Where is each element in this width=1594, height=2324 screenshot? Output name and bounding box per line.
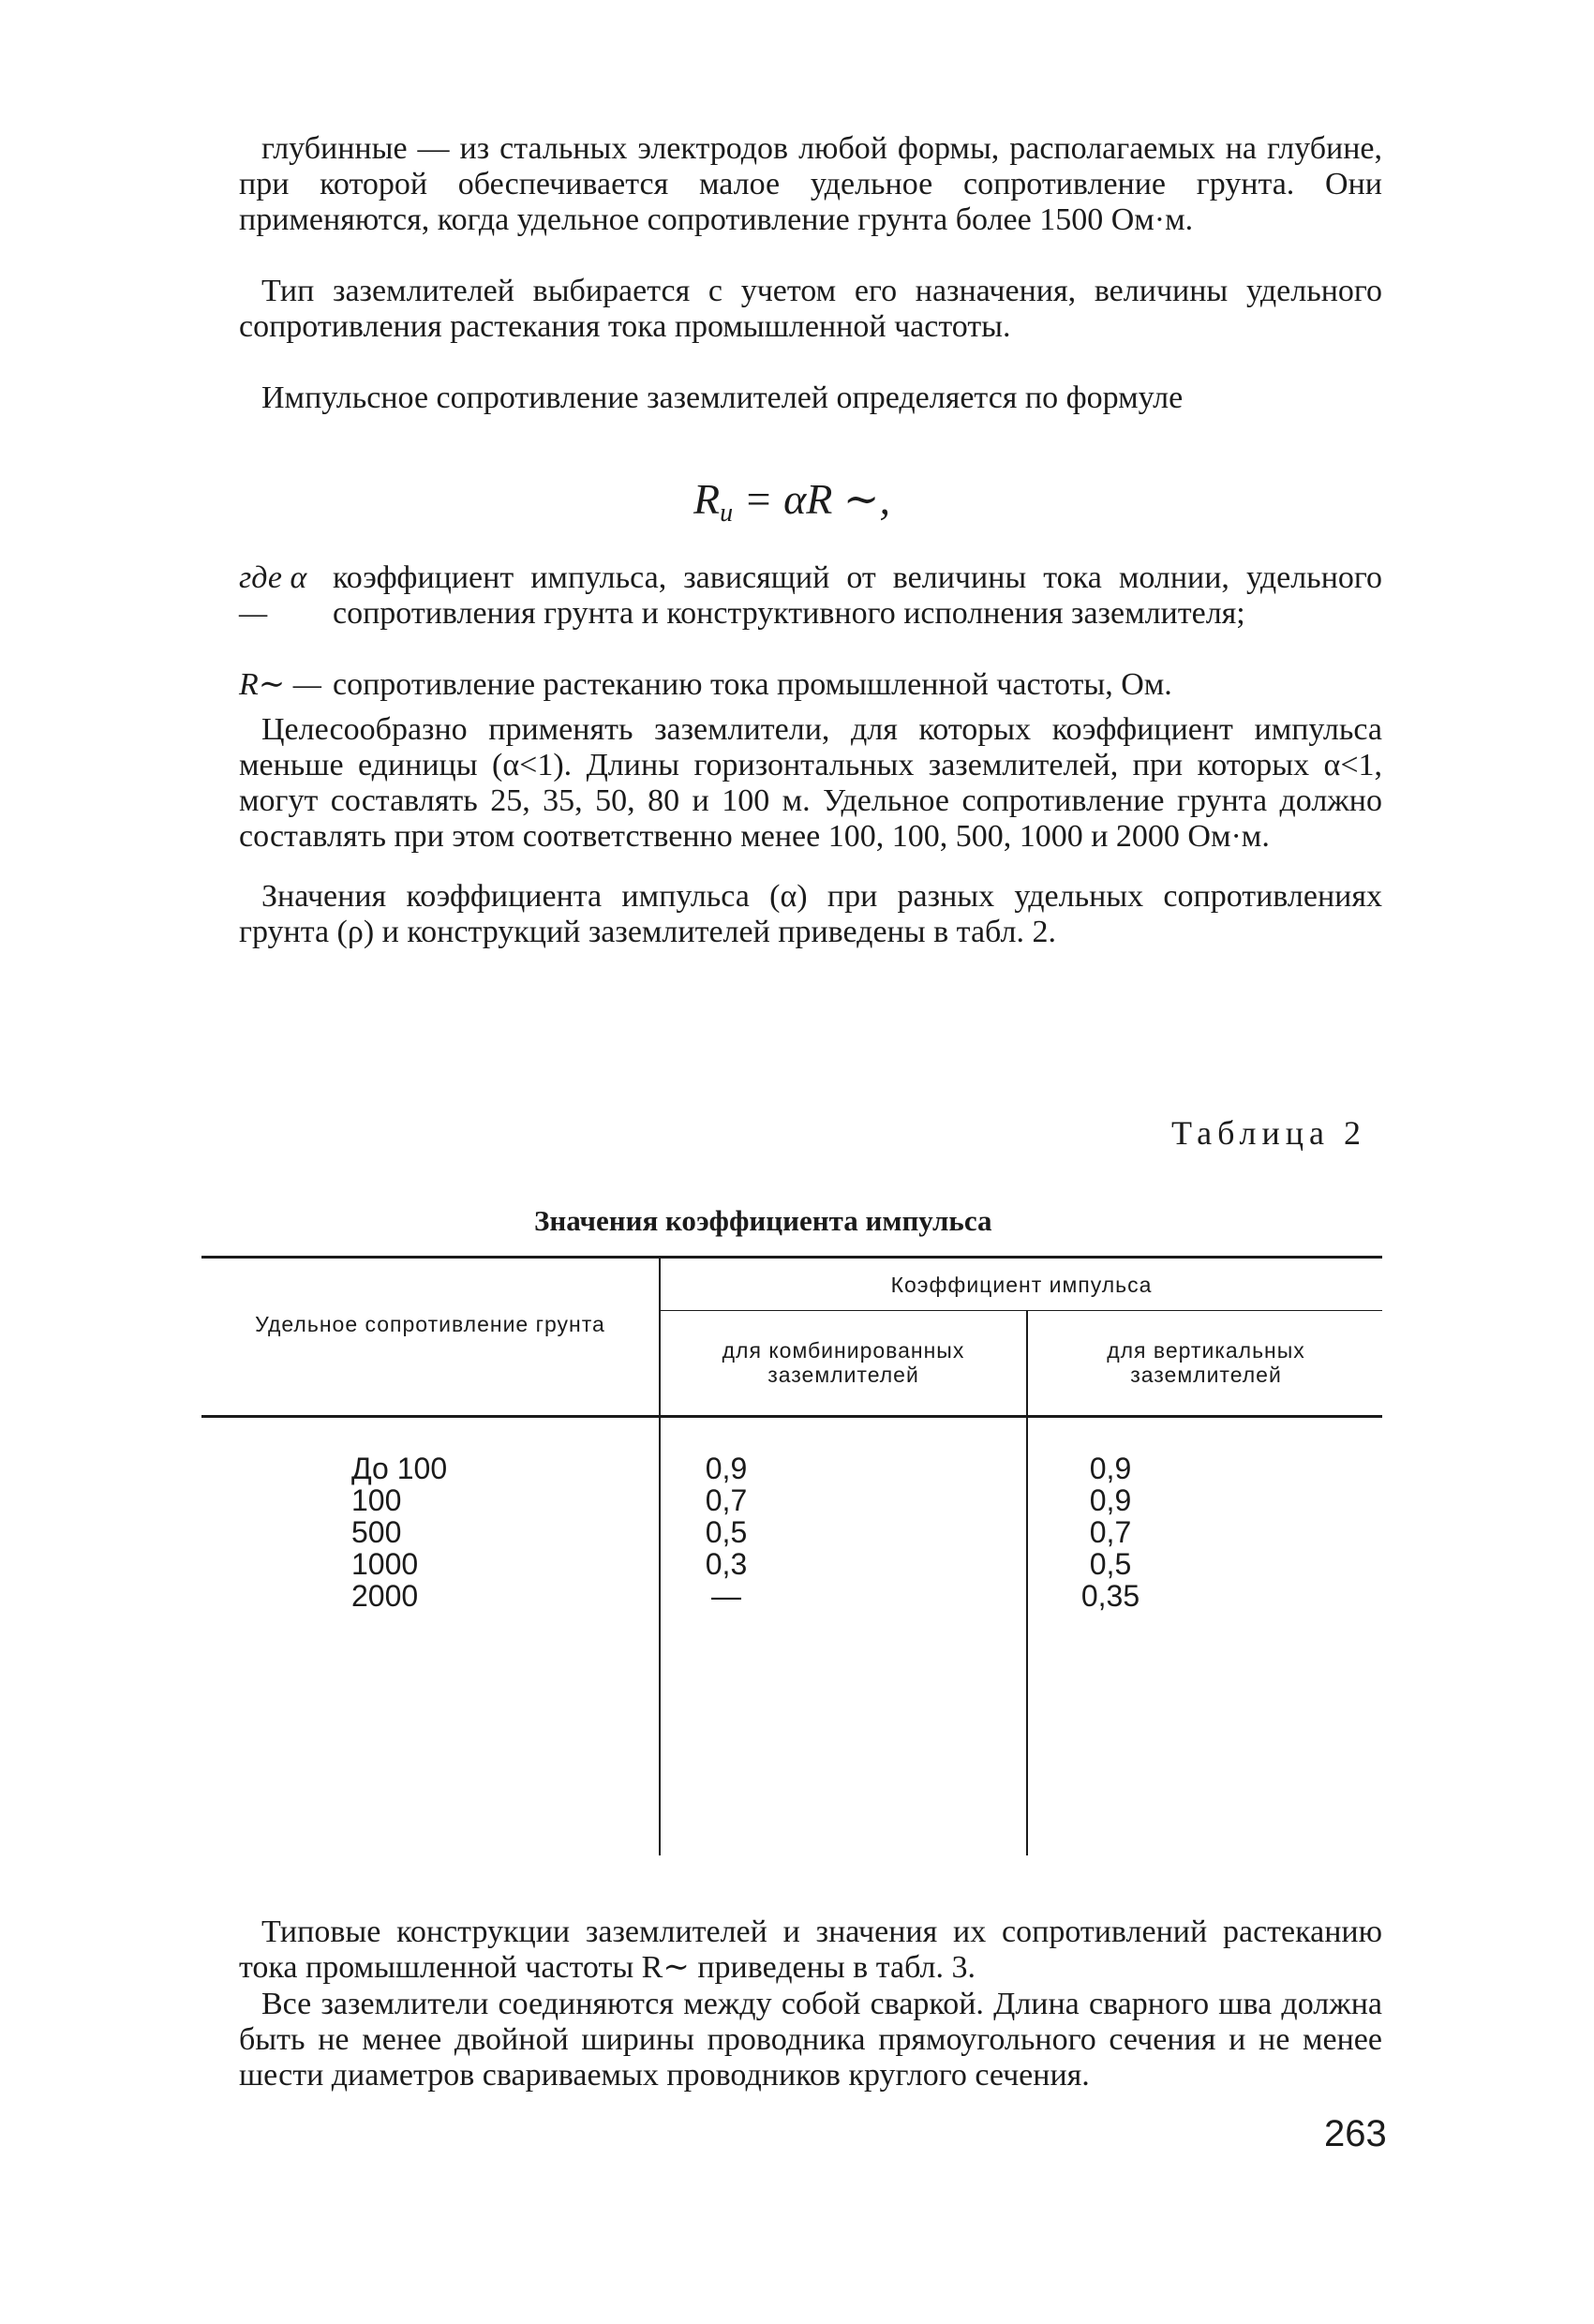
column-combined	[595, 1452, 857, 1612]
table-cell: 0,7	[1089, 1515, 1132, 1549]
table-label: Таблица 2	[1171, 1114, 1366, 1152]
where-r-term: R∼ —	[239, 667, 321, 702]
table-cell: 0,35	[1080, 1579, 1140, 1613]
header-vertical-electrodes: для вертикальных заземлителей	[1107, 1338, 1305, 1387]
page-number: 263	[1324, 2113, 1387, 2154]
footer-text	[239, 1914, 1382, 1986]
paragraph-typical-designs: Типовые конструкции заземлителей и значения их сопротивлений растеканию тока промышленной частоты R∼ приведены в табл. 3.	[239, 1914, 1382, 1985]
intro-text-3	[239, 380, 1382, 416]
intro-text	[239, 131, 1382, 238]
table-cell: 2000	[351, 1579, 419, 1613]
impulse-resistance-formula	[693, 473, 890, 529]
where-alpha	[239, 560, 1382, 667]
where-alpha-term: где α —	[239, 560, 307, 631]
table-header-rule	[201, 1415, 1382, 1418]
paragraph-impulse-resistance: Импульсное сопротивление заземлителей определяется по формуле	[261, 380, 1184, 415]
table-cell: —	[711, 1579, 741, 1613]
paragraph-electrode-type: Тип заземлителей выбирается с учетом его назначения, величины удельного сопротивления растекания тока промышленной частоты.	[239, 274, 1382, 344]
table-cell: 0,3	[705, 1547, 748, 1581]
table-group-rule	[661, 1310, 1382, 1311]
table-cell: 0,5	[705, 1515, 748, 1549]
header-combined-electrodes: для комбинированных заземлителей	[722, 1338, 965, 1387]
where-alpha-description: коэффициент импульса, зависящий от величины тока молнии, удельного сопротивления грунта и конструктивного исполнения заземлителя;	[333, 560, 1382, 631]
table-title: Значения коэффициента импульса	[534, 1204, 992, 1237]
formula-rhs: = αR ∼,	[733, 475, 890, 523]
column-vertical	[970, 1452, 1251, 1612]
table-cell: 0,9	[1089, 1452, 1132, 1485]
table-cell: 0,7	[705, 1483, 748, 1517]
table-cell: 100	[351, 1483, 402, 1517]
intro-text-2	[239, 274, 1382, 345]
header-soil-resistance: Удельное сопротивление грунта	[255, 1312, 605, 1336]
table-cell: 1000	[351, 1547, 419, 1581]
column-soil-resistance	[351, 1452, 447, 1612]
table-cell: До 100	[351, 1452, 448, 1485]
table-cell: 0,9	[705, 1452, 748, 1485]
table-cell: 500	[351, 1515, 402, 1549]
paragraph-deep-electrodes: глубинные — из стальных электродов любой формы, располагаемых на глубине, при которой обеспечивается малое удельное сопротивление грунта. Они применяются, когда удельное сопротивление грунта более 1500 Ом·м.	[239, 131, 1382, 237]
impulse-coefficient-table	[201, 1256, 1382, 1855]
formula-lhs-subscript: и	[720, 499, 734, 528]
table-cell: 0,9	[1089, 1483, 1132, 1517]
where-r	[239, 667, 1382, 703]
footer-text-2	[239, 1987, 1382, 2093]
body-text	[239, 712, 1382, 855]
header-impulse-coefficient: Коэффициент импульса	[890, 1273, 1153, 1297]
table-cell: 0,5	[1089, 1547, 1132, 1581]
table-top-rule	[201, 1256, 1382, 1259]
body-text-2	[239, 879, 1382, 950]
formula-lhs: R	[693, 475, 721, 523]
paragraph-welding: Все заземлители соединяются между собой сваркой. Длина сварного шва должна быть не менее двойной ширины проводника прямоугольного сечения и не менее шести диаметров свариваемых проводников круглого сечения.	[239, 1987, 1382, 2093]
paragraph-table-reference: Значения коэффициента импульса (α) при разных удельных сопротивлениях грунта (ρ) и конструкций заземлителей приведены в табл. 2.	[239, 879, 1382, 949]
where-r-description: сопротивление растеканию тока промышленной частоты, Ом.	[333, 667, 1172, 702]
paragraph-recommendation: Целесообразно применять заземлители, для которых коэффициент импульса меньше единицы (α<1). Длины горизонтальных заземлителей, при которых α<1, могут составлять 25, 35, 50, 80 и 100 м. Удельное сопротивление грунта должно составлять при этом соответственно менее 100, 100, 500, 1000 и 2000 Ом·м.	[239, 712, 1382, 854]
